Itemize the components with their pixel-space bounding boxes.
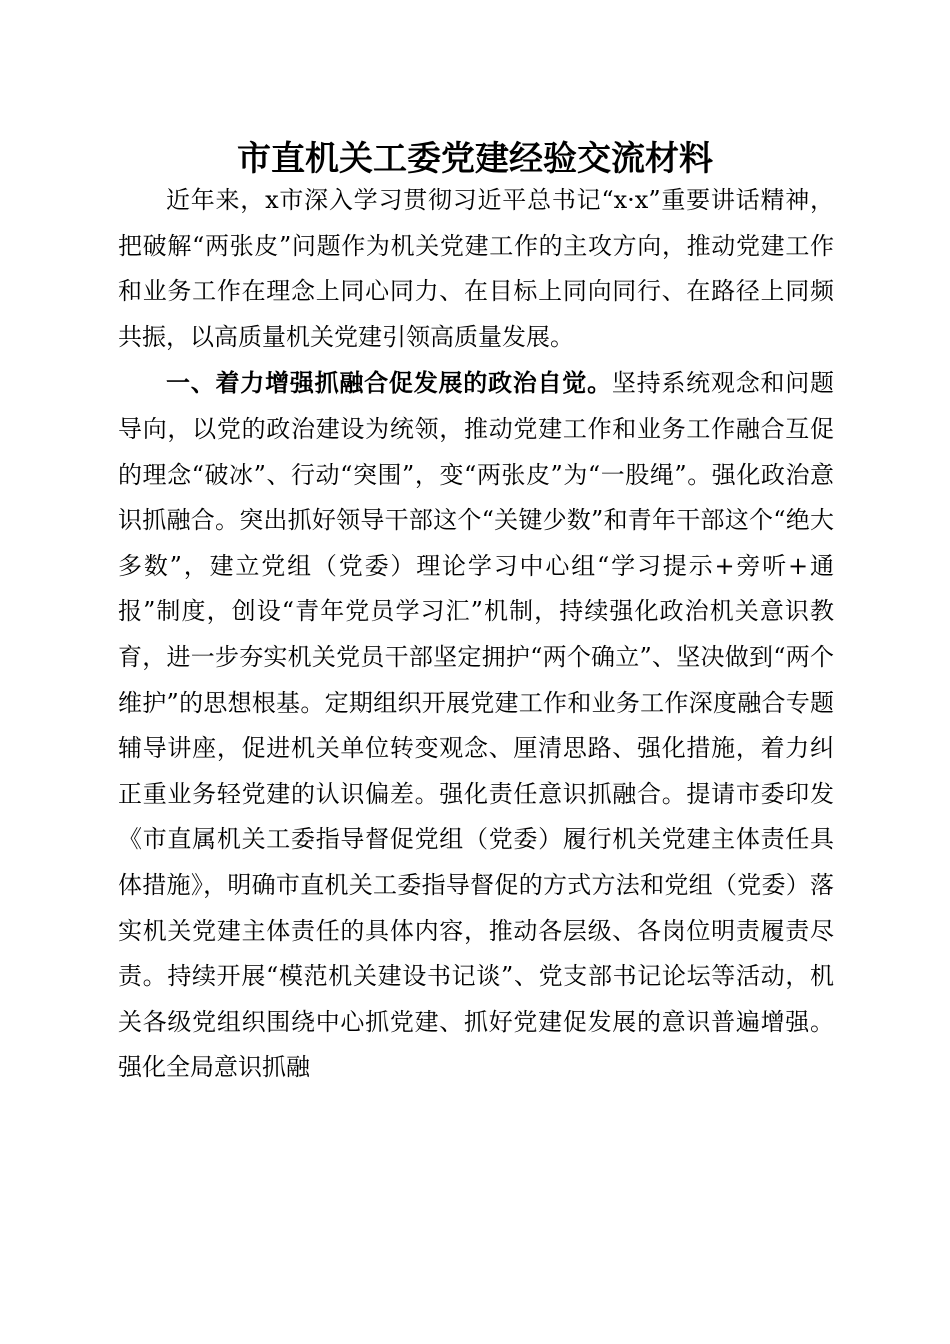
paragraph-section-one (118, 360, 834, 1091)
document-title: 市直机关工委党建经验交流材料 (237, 139, 713, 179)
section-one-text: 坚持系统观念和问题导向，以党的政治建设为统领，推动党建工作和业务工作融合互促的理念“破冰”、行动“突围”，变“两张皮”为“一股绳”。强化政治意识抓融合。突出抓好领导干部这个“关键少数”和青年干部这个“绝大多数”，建立党组（党委）理论学习中心组“学习提示+旁听+通报”制度，创设“青年党员学习汇”机制，持续强化政治机关意识教育，进一步夯实机关党员干部坚定拥护“两个确立”、坚决做到“两个维护”的思想根基。定期组织开展党建工作和业务工作深度融合专题辅导讲座，促进机关单位转变观念、厘清思路、强化措施，着力纠正重业务轻党建的认识偏差。强化责任意识抓融合。提请市委印发《市直属机关工委指导督促党组（党委）履行机关党建主体责任具体措施》，明确市直机关工委指导督促的方式方法和党组（党委）落实机关党建主体责任的具体内容，推动各层级、各岗位明责履责尽责。持续开展“模范机关建设书记谈”、党支部书记论坛等活动，机关各级党组织围绕中心抓党建、抓好党建促发展的意识普遍增强。强化全局意识抓融 (118, 369, 835, 1082)
document-body (118, 178, 834, 1091)
paragraph-intro-text: 近年来，x市深入学习贯彻习近平总书记“x·x”重要讲话精神，把破解“两张皮”问题作为机关党建工作的主攻方向，推动党建工作和业务工作在理念上同心同力、在目标上同向同行、在路径上同频共振，以高质量机关党建引领高质量发展。 (118, 186, 834, 351)
section-one-heading: 一、着力增强抓融合促发展的政治自觉。 (166, 368, 612, 398)
paragraph-intro (118, 178, 834, 360)
